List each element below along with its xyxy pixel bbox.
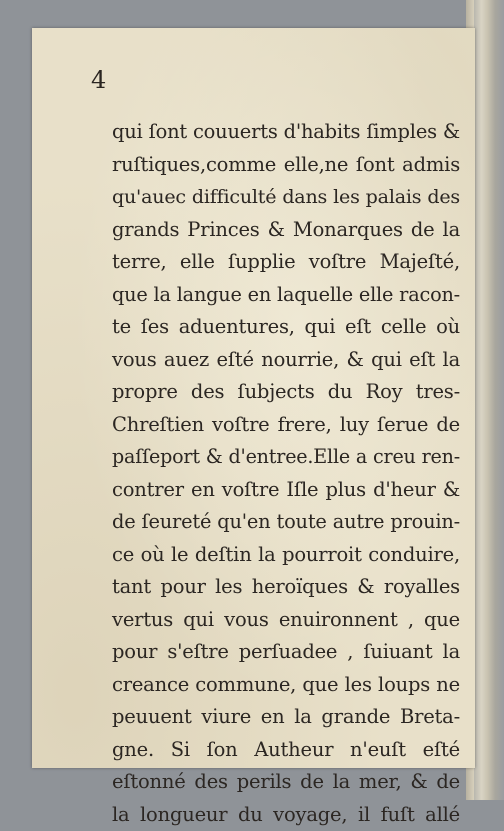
text-line: creance commune, que les loups ne: [112, 669, 460, 702]
text-line: qu'auec difficulté dans les palais des: [112, 181, 460, 214]
text-line: ce où le deſtin la pourroit conduire,: [112, 539, 460, 572]
text-line: vertus qui vous enuironnent , que: [112, 604, 460, 637]
book-page: [32, 28, 475, 768]
text-line: grands Princes & Monarques de la: [112, 214, 460, 247]
text-line: Chreſtien voſtre frere, luy ſerue de: [112, 409, 460, 442]
text-line: paſſeport & d'entree.Elle a creu ren-: [112, 441, 460, 474]
text-line: qui ſont couuerts d'habits ſimples &: [112, 116, 460, 149]
text-line: terre, elle ſupplie voſtre Majeſté,: [112, 246, 460, 279]
text-line: ruſtiques,comme elle,ne ſont admis: [112, 149, 460, 182]
text-line: peuuent viure en la grande Breta-: [112, 701, 460, 734]
text-line: pour s'eſtre perſuadee , ſuiuant la: [112, 636, 460, 669]
text-line: propre des ſubjects du Roy tres-: [112, 376, 460, 409]
text-line: de ſeureté qu'en toute autre prouin-: [112, 506, 460, 539]
text-line: contrer en voſtre Iſle plus d'heur &: [112, 474, 460, 507]
page-number: 4: [91, 68, 106, 92]
text-line: eſtonné des perils de la mer, & de: [112, 766, 460, 799]
text-line: tant pour les heroïques & royalles: [112, 571, 460, 604]
page-text: [112, 116, 460, 831]
text-line: la longueur du voyage, il fuſt allé: [112, 799, 460, 831]
text-line: te ſes aduentures, qui eſt celle où: [112, 311, 460, 344]
text-line: que la langue en laquelle elle racon-: [112, 279, 460, 312]
text-line: vous auez eſté nourrie, & qui eſt la: [112, 344, 460, 377]
book-binding: [474, 0, 504, 800]
text-line: gne. Si ſon Autheur n'euſt eſté: [112, 734, 460, 767]
